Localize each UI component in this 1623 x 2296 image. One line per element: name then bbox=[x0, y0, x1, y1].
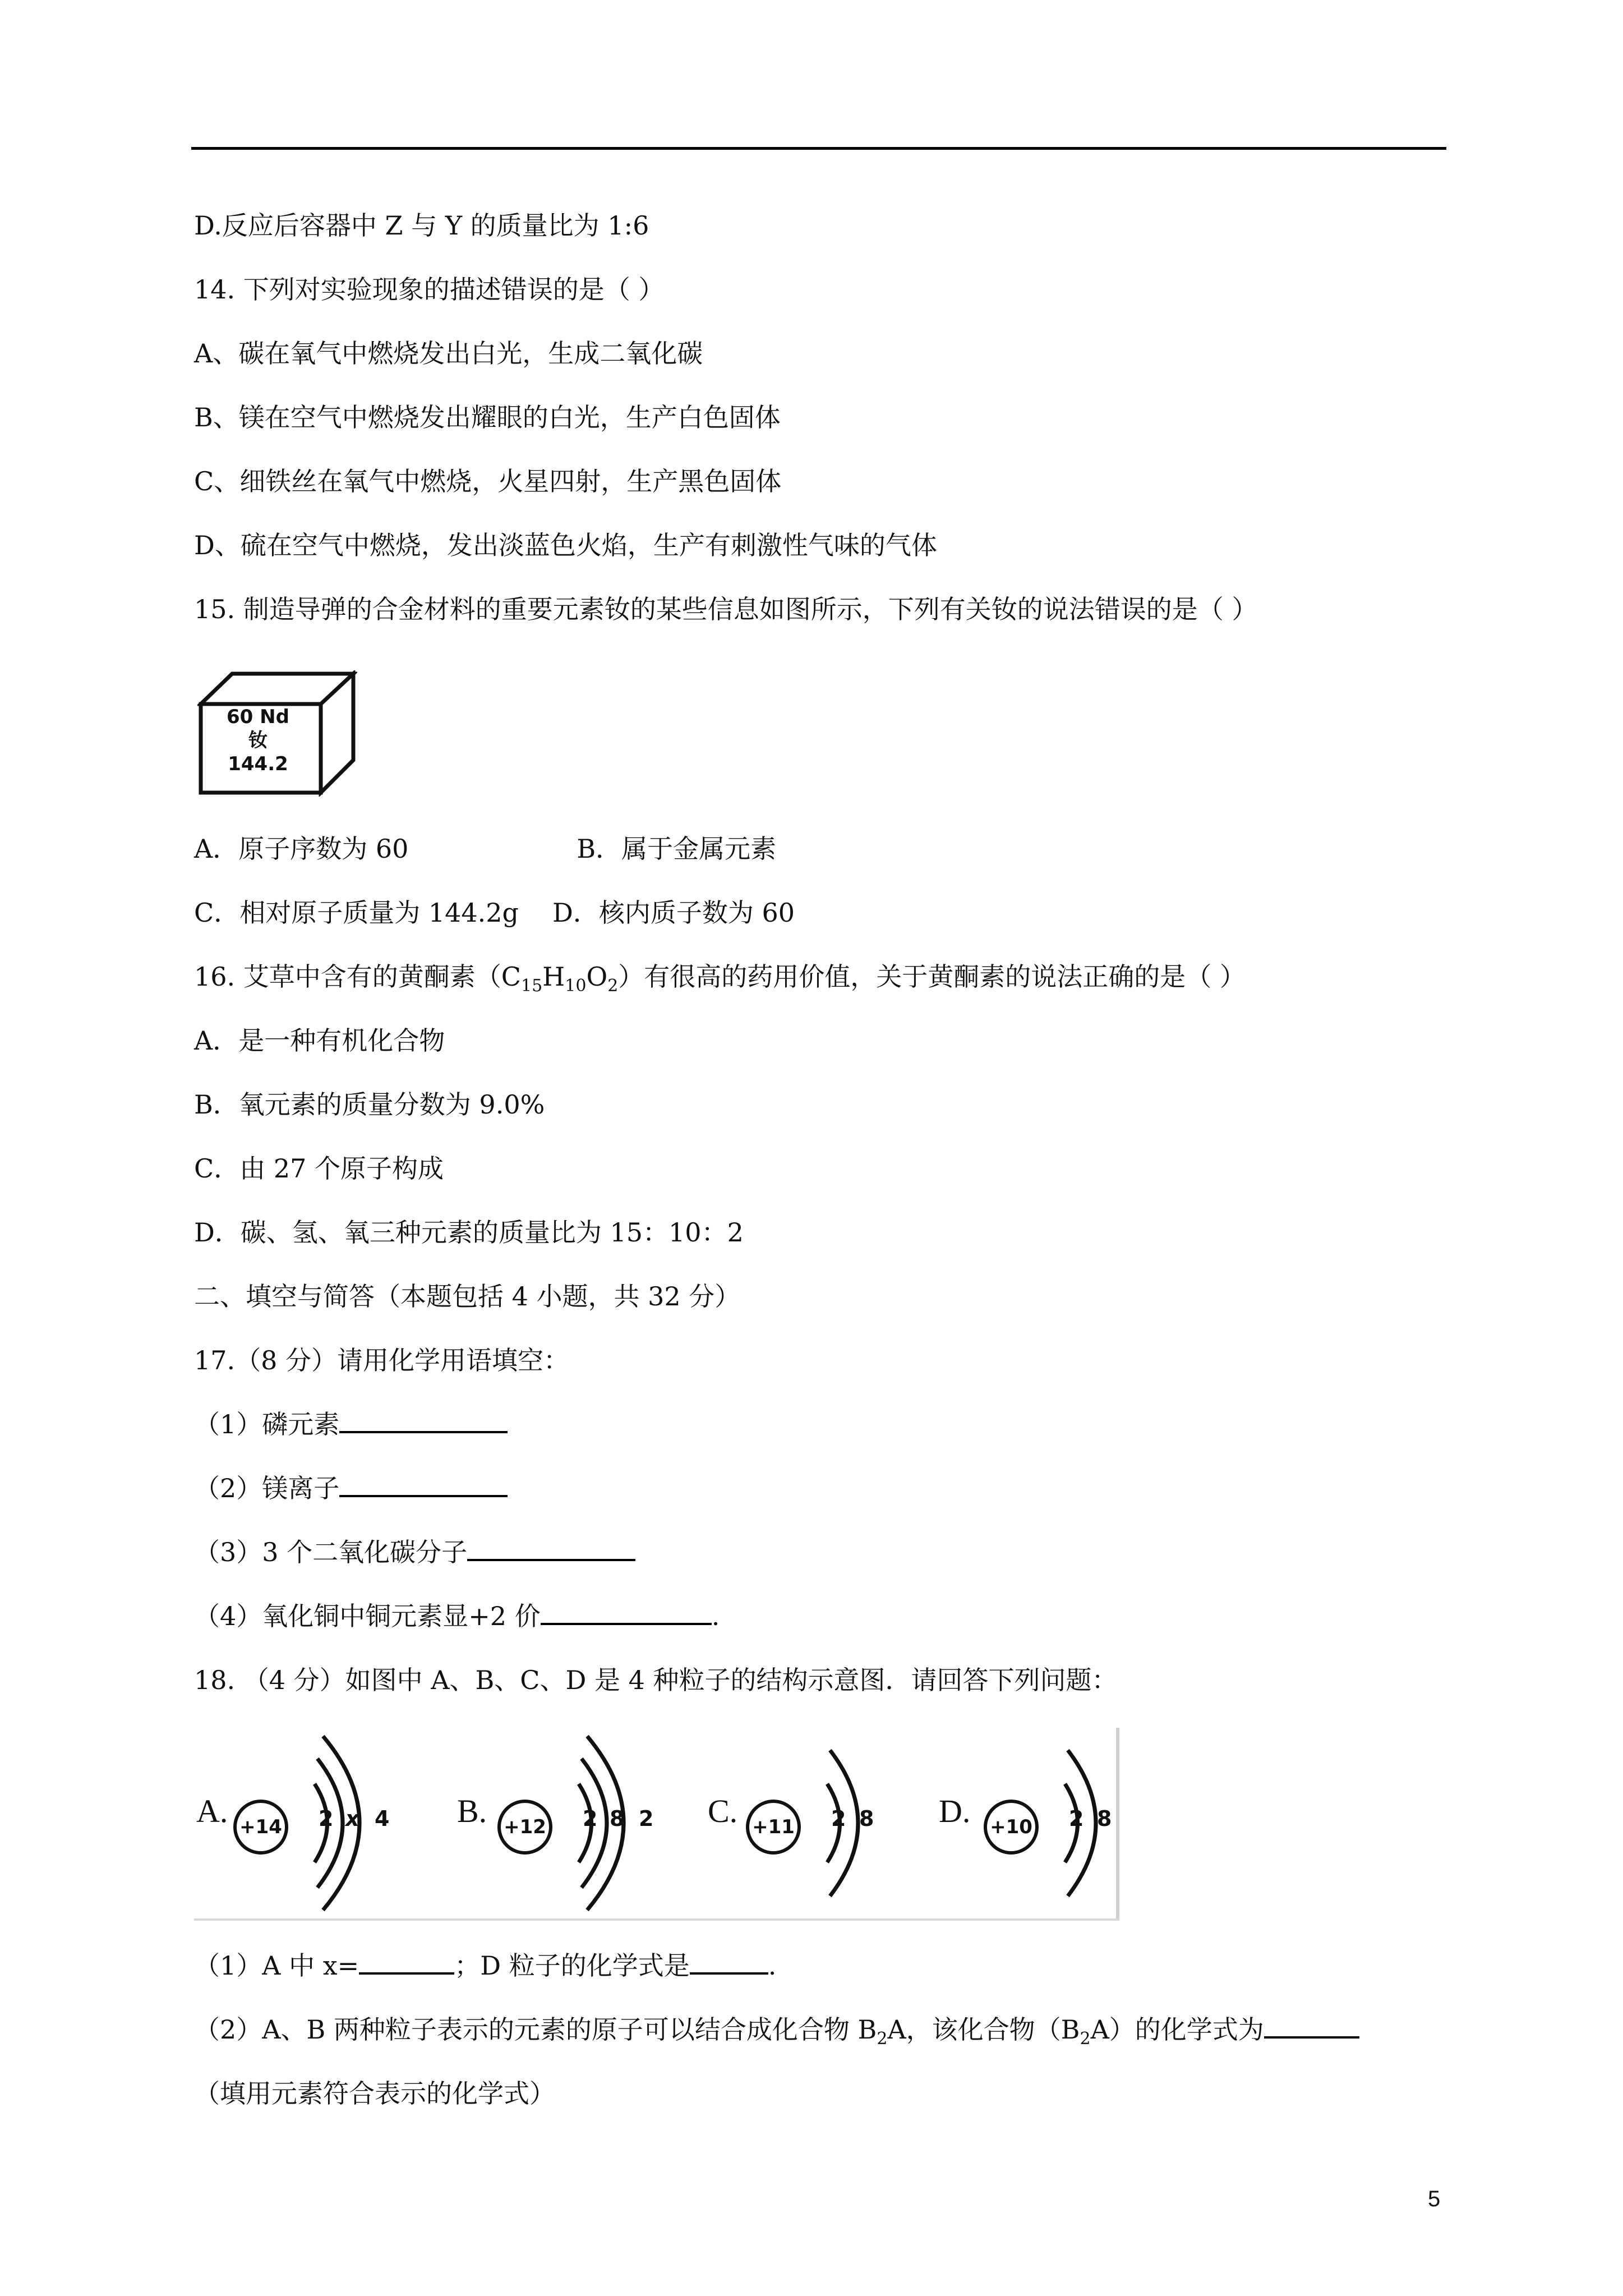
atom-d-shell-1: 2 bbox=[1069, 1806, 1084, 1831]
q18-answer-blank-compound[interactable] bbox=[1264, 2014, 1359, 2039]
atom-b-nucleus: +12 bbox=[497, 1800, 552, 1855]
q17-answer-blank-1[interactable] bbox=[339, 1409, 508, 1433]
q17-item-2 bbox=[194, 1471, 508, 1505]
q17-item-4 bbox=[194, 1599, 720, 1633]
q15-options-cd bbox=[194, 896, 795, 930]
atom-c-shell-2: 8 bbox=[859, 1806, 874, 1831]
element-name: 钕 bbox=[248, 729, 268, 752]
atom-c-nucleus: +11 bbox=[746, 1800, 801, 1855]
q18-part-1-period: . bbox=[768, 1950, 777, 1981]
atom-c-shells bbox=[774, 1728, 920, 1918]
header-rule bbox=[191, 147, 1446, 150]
q18-part-1 bbox=[194, 1949, 776, 1982]
q15-stem: 15. 制造导弹的合金材料的重要元素钕的某些信息如图所示，下列有关钕的说法错误的是（ ） bbox=[194, 594, 1258, 624]
q16-stem-pre: 16. 艾草中含有的黄酮素（C bbox=[194, 961, 521, 992]
atom-c-shell-1: 2 bbox=[831, 1806, 846, 1831]
q14-stem: 14. 下列对实验现象的描述错误的是（ ） bbox=[194, 274, 665, 305]
atom-b-shell-1: 2 bbox=[583, 1806, 598, 1831]
q17-answer-blank-2[interactable] bbox=[339, 1473, 508, 1497]
q17-item-3 bbox=[194, 1535, 635, 1569]
q17-answer-blank-4[interactable] bbox=[541, 1600, 712, 1625]
q18-part-2-sub-1: 2 bbox=[877, 2029, 888, 2049]
q17-item-4-label: （4）氧化铜中铜元素显+2 价 bbox=[194, 1601, 541, 1631]
q16-h: H bbox=[542, 961, 565, 992]
q18-part-2-sub-2: 2 bbox=[1080, 2029, 1091, 2049]
q16-o: O bbox=[586, 961, 608, 992]
q18-answer-blank-x[interactable] bbox=[359, 1950, 454, 1975]
atom-a-nucleus: +14 bbox=[233, 1800, 288, 1855]
q18-part-1-pre: （1）A 中 x= bbox=[194, 1950, 359, 1981]
q16-option-c: C．由 27 个原子构成 bbox=[194, 1153, 444, 1184]
q14-option-b: B、镁在空气中燃烧发出耀眼的白光，生产白色固体 bbox=[194, 402, 781, 432]
element-text bbox=[202, 705, 314, 776]
diagram-bottom-edge bbox=[194, 1918, 1119, 1921]
q14-option-d: D、硫在空气中燃烧，发出淡蓝色火焰，生产有刺激性气味的气体 bbox=[194, 530, 937, 560]
q17-stem: 17.（8 分）请用化学用语填空： bbox=[194, 1345, 570, 1375]
atom-b-shell-3: 2 bbox=[639, 1806, 654, 1831]
element-info-box bbox=[197, 670, 357, 797]
q18-part-2-pre: （2）A、B 两种粒子表示的元素的原子可以结合成化合物 B bbox=[194, 2014, 877, 2045]
atom-d bbox=[937, 1728, 1161, 1918]
q17-item-1-label: （1）磷元素 bbox=[194, 1409, 340, 1439]
q17-answer-blank-3[interactable] bbox=[467, 1536, 635, 1561]
atom-d-label: D. bbox=[939, 1793, 971, 1829]
q14-option-c: C、细铁丝在氧气中燃烧，火星四射，生产黑色固体 bbox=[194, 466, 782, 496]
element-mass: 144.2 bbox=[228, 753, 288, 775]
q15-option-b: B．属于金属元素 bbox=[577, 834, 777, 864]
q17-item-3-label: （3）3 个二氧化碳分子 bbox=[194, 1537, 468, 1567]
atom-structure-diagrams bbox=[194, 1728, 1119, 1924]
q18-part-2-mid: A，该化合物（B bbox=[887, 2014, 1080, 2045]
q18-part-2-post: A）的化学式为 bbox=[1090, 2014, 1264, 2045]
q16-sub-c: 15 bbox=[520, 976, 543, 996]
atom-a-shell-3: 4 bbox=[375, 1806, 390, 1831]
atom-d-shells bbox=[1012, 1728, 1158, 1918]
q18-part-2-note: （填用元素符合表示的化学式） bbox=[194, 2078, 555, 2109]
q16-stem-post: ）有很高的药用价值，关于黄酮素的说法正确的是（ ） bbox=[618, 961, 1246, 992]
q18-stem: 18. （4 分）如图中 A、B、C、D 是 4 种粒子的结构示意图．请回答下列问题： bbox=[194, 1665, 1118, 1695]
atom-b-label: B. bbox=[457, 1793, 487, 1829]
page-number: 5 bbox=[1428, 2187, 1441, 2211]
q16-option-a: A．是一种有机化合物 bbox=[194, 1025, 445, 1056]
q16-option-d: D．碳、氢、氧三种元素的质量比为 15：10：2 bbox=[194, 1217, 744, 1248]
atom-b-shell-2: 8 bbox=[610, 1806, 625, 1831]
prev-option-d: D.反应后容器中 Z 与 Y 的质量比为 1:6 bbox=[194, 210, 649, 241]
q17-item-1 bbox=[194, 1407, 508, 1441]
q15-options-ab bbox=[194, 832, 776, 866]
q17-item-4-period: . bbox=[711, 1601, 720, 1631]
atom-a bbox=[194, 1728, 418, 1918]
q17-item-2-label: （2）镁离子 bbox=[194, 1473, 340, 1503]
q15-option-d: D．核内质子数为 60 bbox=[552, 898, 795, 928]
q18-part-2 bbox=[194, 2013, 1359, 2056]
section-2-heading: 二、填空与简答（本题包括 4 小题，共 32 分） bbox=[194, 1281, 741, 1312]
element-number-symbol: 60 Nd bbox=[227, 706, 289, 728]
atom-a-label: A. bbox=[196, 1793, 228, 1829]
q16-sub-h: 10 bbox=[565, 976, 587, 996]
atom-c bbox=[706, 1728, 930, 1918]
atom-a-shell-2: x bbox=[345, 1806, 359, 1831]
q16-sub-o: 2 bbox=[607, 976, 619, 996]
q14-option-a: A、碳在氧气中燃烧发出白光，生成二氧化碳 bbox=[194, 338, 703, 369]
q15-option-c: C．相对原子质量为 144.2g bbox=[194, 898, 519, 928]
atom-d-shell-2: 8 bbox=[1097, 1806, 1112, 1831]
atom-a-shell-1: 2 bbox=[319, 1806, 334, 1831]
q16-option-b: B．氧元素的质量分数为 9.0% bbox=[194, 1089, 545, 1120]
atom-d-nucleus: +10 bbox=[984, 1800, 1039, 1855]
q16-stem bbox=[194, 960, 1246, 1003]
atom-b bbox=[455, 1728, 679, 1918]
q18-answer-blank-d-formula[interactable] bbox=[690, 1950, 768, 1975]
q15-option-a: A．原子序数为 60 bbox=[194, 834, 409, 864]
atom-c-label: C. bbox=[708, 1793, 738, 1829]
q18-part-1-mid: ；D 粒子的化学式是 bbox=[454, 1950, 690, 1981]
